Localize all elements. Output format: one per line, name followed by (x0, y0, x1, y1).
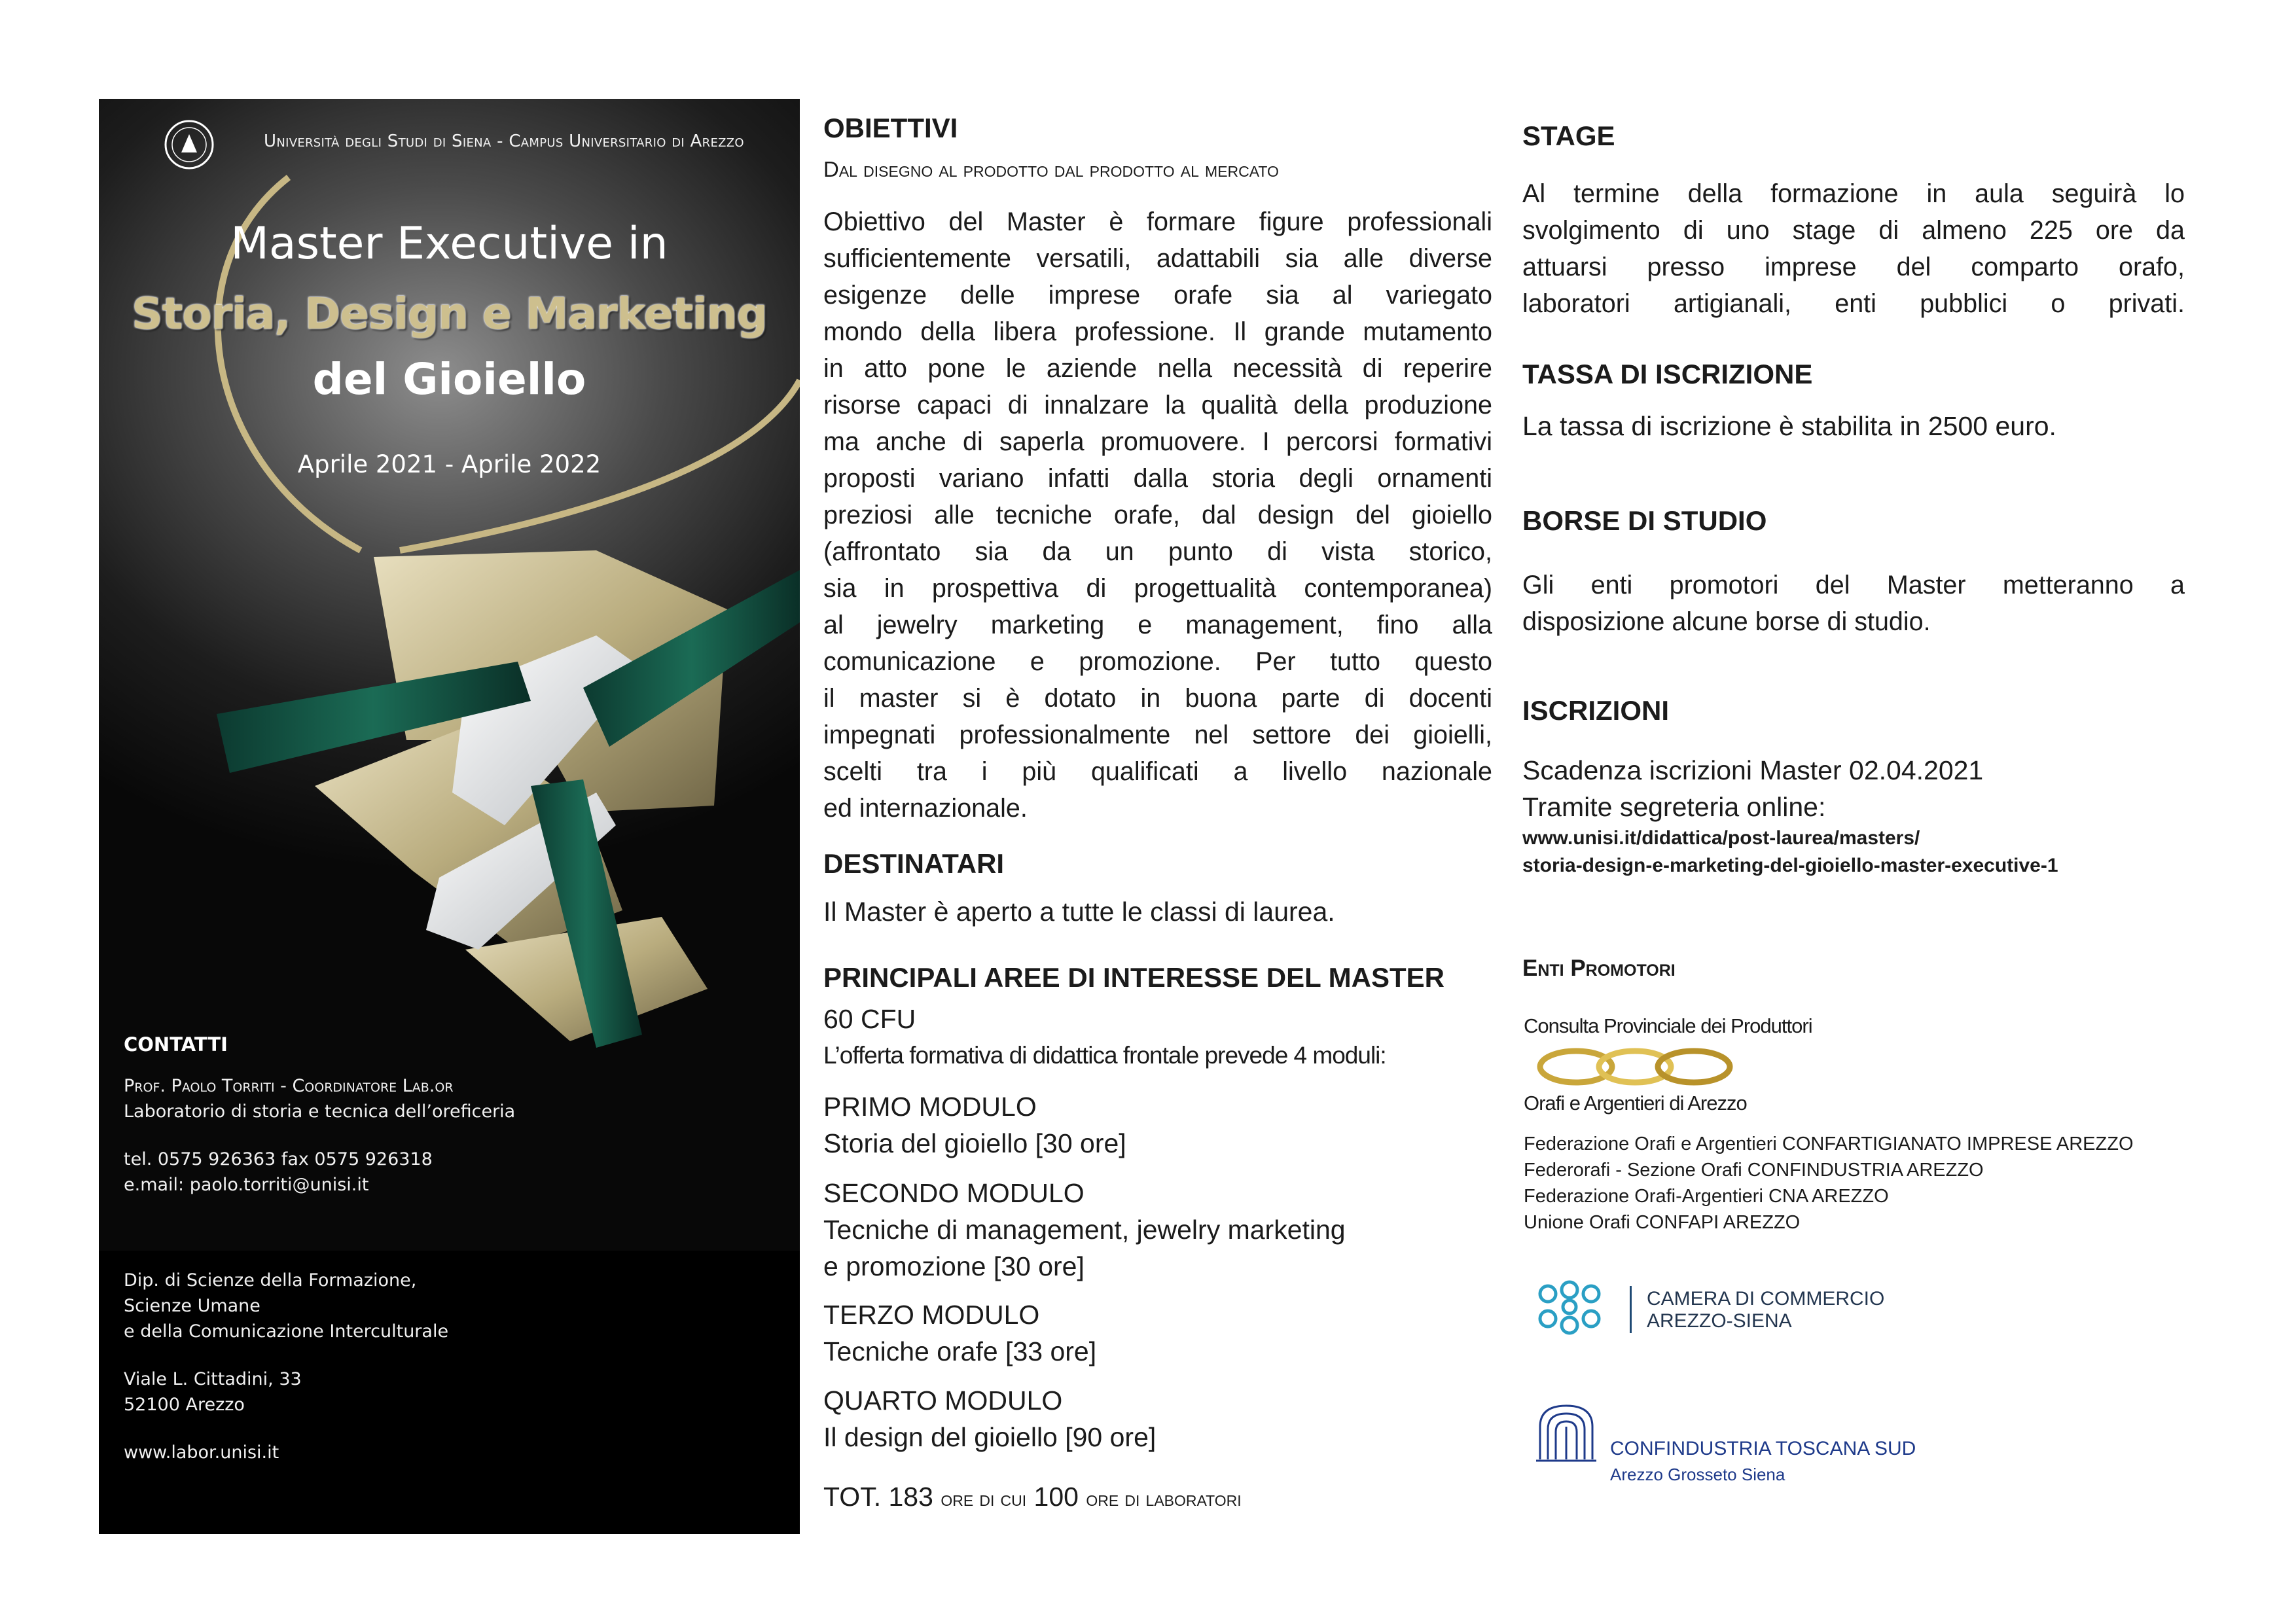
brochure-cover-panel (99, 99, 800, 1534)
total-end-text: ore di laboratori (1086, 1486, 1242, 1510)
department-line1: Dip. di Scienze della Formazione, (124, 1270, 417, 1291)
department-box (99, 1251, 800, 1534)
total-mid-text: ore di cui (941, 1486, 1027, 1510)
module-title: PRIMO MODULO (823, 1092, 1037, 1122)
university-name-separator: - (491, 132, 509, 151)
federation-line: Federazione Orafi e Argentieri CONFARTIGIANATO IMPRESE AREZZO (1524, 1133, 2134, 1154)
obiettivi-line: al jewelry marketing e management, fino alla (823, 611, 1492, 639)
stage-text (1522, 175, 2185, 322)
destinatari-heading: DESTINATARI (823, 848, 1005, 879)
university-name (264, 132, 744, 151)
obiettivi-line: il master si è dotato in buona parte di docenti (823, 684, 1492, 713)
consulta-rings-icon (1524, 1041, 1746, 1093)
enti-heading: Enti Promotori (1522, 955, 1676, 981)
obiettivi-line: in atto pone le aziende nella necessità di reperire (823, 354, 1492, 383)
total-hours (823, 1482, 1242, 1512)
aree-cfu: 60 CFU (823, 1004, 916, 1034)
camera-commercio-logo-icon (1534, 1279, 1605, 1338)
stage-line: svolgimento di uno stage di almeno 225 ore da (1522, 216, 2185, 245)
consulta-logo-top: Consulta Provinciale dei Produttori (1524, 1014, 1812, 1037)
module-title: TERZO MODULO (823, 1300, 1040, 1330)
tassa-text: La tassa di iscrizione è stabilita in 2500 euro. (1522, 411, 2056, 441)
camera-logo-divider (1630, 1286, 1632, 1333)
module-description: Storia del gioiello [30 ore] (823, 1128, 1126, 1158)
master-title-line3: del Gioiello (312, 354, 586, 404)
module-title: QUARTO MODULO (823, 1385, 1063, 1416)
obiettivi-line: comunicazione e promozione. Per tutto questo (823, 647, 1492, 676)
contact-phone: tel. 0575 926363 fax 0575 926318 (124, 1149, 433, 1169)
borse-line: Gli enti promotori del Master metteranno a (1522, 571, 2185, 599)
obiettivi-subheading: Dal disegno al prodotto dal prodotto al mercato (823, 157, 1279, 181)
obiettivi-line: ed internazionale. (823, 794, 1028, 823)
contact-email[interactable]: e.mail: paolo.torriti@unisi.it (124, 1175, 369, 1195)
federation-line: Unione Orafi CONFAPI AREZZO (1524, 1212, 1801, 1233)
university-name-part1: Università degli Studi di Siena (264, 132, 492, 151)
obiettivi-line: Obiettivo del Master è formare figure professionali (823, 207, 1492, 236)
obiettivi-line: sia in prospettiva di progettualità contemporanea) (823, 574, 1492, 603)
module-description: Tecniche di management, jewelry marketing (823, 1215, 1346, 1245)
iscrizioni-via: Tramite segreteria online: (1522, 792, 1826, 822)
master-dates: Aprile 2021 - Aprile 2022 (297, 450, 601, 478)
master-title-line2: Storia, Design e Marketing (132, 289, 767, 339)
university-name-part2: Campus Universitario di Arezzo (509, 132, 744, 151)
consulta-logo-bottom: Orafi e Argentieri di Arezzo (1524, 1092, 1747, 1115)
contacts-heading: CONTATTI (124, 1033, 228, 1056)
university-seal-icon (156, 117, 222, 189)
module-description: Tecniche orafe [33 ore] (823, 1336, 1097, 1366)
confindustria-subtitle: Arezzo Grosseto Siena (1610, 1465, 1785, 1484)
confindustria-name: CONFINDUSTRIA TOSCANA SUD (1610, 1438, 1916, 1459)
stage-line: attuarsi presso imprese del comparto orafo, (1522, 253, 2185, 281)
obiettivi-line: proposti variano infatti dalla storia degli ornamenti (823, 464, 1492, 493)
borse-text (1522, 567, 2185, 640)
aree-heading: PRINCIPALI AREE DI INTERESSE DEL MASTER (823, 962, 1444, 993)
contact-person-name: Prof. Paolo Torriti - Coordinatore Lab.or (124, 1076, 454, 1096)
tassa-heading: TASSA DI ISCRIZIONE (1522, 359, 1813, 389)
obiettivi-line: ma anche di saperla promuovere. I percorsi formativi (823, 427, 1492, 456)
total-label: TOT. (823, 1482, 882, 1512)
department-address1: Viale L. Cittadini, 33 (124, 1369, 302, 1389)
iscrizioni-deadline: Scadenza iscrizioni Master 02.04.2021 (1522, 755, 1984, 785)
federation-line: Federorafi - Sezione Orafi CONFINDUSTRIA AREZZO (1524, 1160, 1984, 1181)
borse-line: disposizione alcune borse di studio. (1522, 607, 1931, 636)
obiettivi-line: preziosi alle tecniche orafe, dal design del gioiello (823, 501, 1492, 529)
obiettivi-line: (affrontato sia da un punto di vista storico, (823, 537, 1492, 566)
confindustria-logo-icon (1534, 1400, 1599, 1466)
iscrizioni-heading: ISCRIZIONI (1522, 695, 1670, 726)
camera-line2: AREZZO-SIENA (1647, 1310, 1792, 1332)
obiettivi-line: impegnati professionalmente nel settore dei gioielli, (823, 721, 1492, 749)
obiettivi-line: esigenze delle imprese orafe sia al variegato (823, 281, 1492, 310)
department-address2: 52100 Arezzo (124, 1395, 245, 1415)
module-description: Il design del gioiello [90 ore] (823, 1422, 1157, 1452)
department-line3: e della Comunicazione Interculturale (124, 1321, 449, 1342)
stage-line: Al termine della formazione in aula seguirà lo (1522, 179, 2185, 208)
iscrizioni-url-line1[interactable]: www.unisi.it/didattica/post-laurea/masters/ (1522, 827, 1920, 849)
camera-line1: CAMERA DI COMMERCIO (1647, 1288, 1885, 1310)
module-title: SECONDO MODULO (823, 1178, 1085, 1208)
module-description: e promozione [30 ore] (823, 1251, 1085, 1281)
contact-lab: Laboratorio di storia e tecnica dell’oreficeria (124, 1101, 516, 1122)
lab-hours-value: 100 (1033, 1482, 1079, 1512)
contact-person (124, 1076, 454, 1096)
obiettivi-line: scelti tra i più qualificati a livello nazionale (823, 757, 1492, 786)
obiettivi-line: risorse capaci di innalzare la qualità della produzione (823, 391, 1492, 419)
master-title-line1: Master Executive in (230, 218, 668, 270)
obiettivi-text (823, 204, 1492, 827)
obiettivi-heading: OBIETTIVI (823, 113, 958, 143)
total-hours-value: 183 (888, 1482, 933, 1512)
aree-intro: L’offerta formativa di didattica frontale prevede 4 moduli: (823, 1042, 1386, 1069)
obiettivi-line: mondo della libera professione. Il grande mutamento (823, 317, 1492, 346)
department-line2: Scienze Umane (124, 1296, 260, 1316)
stage-heading: STAGE (1522, 120, 1615, 151)
destinatari-text: Il Master è aperto a tutte le classi di laurea. (823, 897, 1335, 927)
obiettivi-line: sufficientemente versatili, adattabili sia alle diverse (823, 244, 1492, 273)
stage-line: laboratori artigianali, enti pubblici o privati. (1522, 289, 2185, 318)
federation-line: Federazione Orafi-Argentieri CNA AREZZO (1524, 1186, 1889, 1207)
department-website[interactable]: www.labor.unisi.it (124, 1442, 279, 1463)
borse-heading: BORSE DI STUDIO (1522, 505, 1767, 536)
iscrizioni-url-line2[interactable]: storia-design-e-marketing-del-gioiello-master-executive-1 (1522, 855, 2058, 876)
